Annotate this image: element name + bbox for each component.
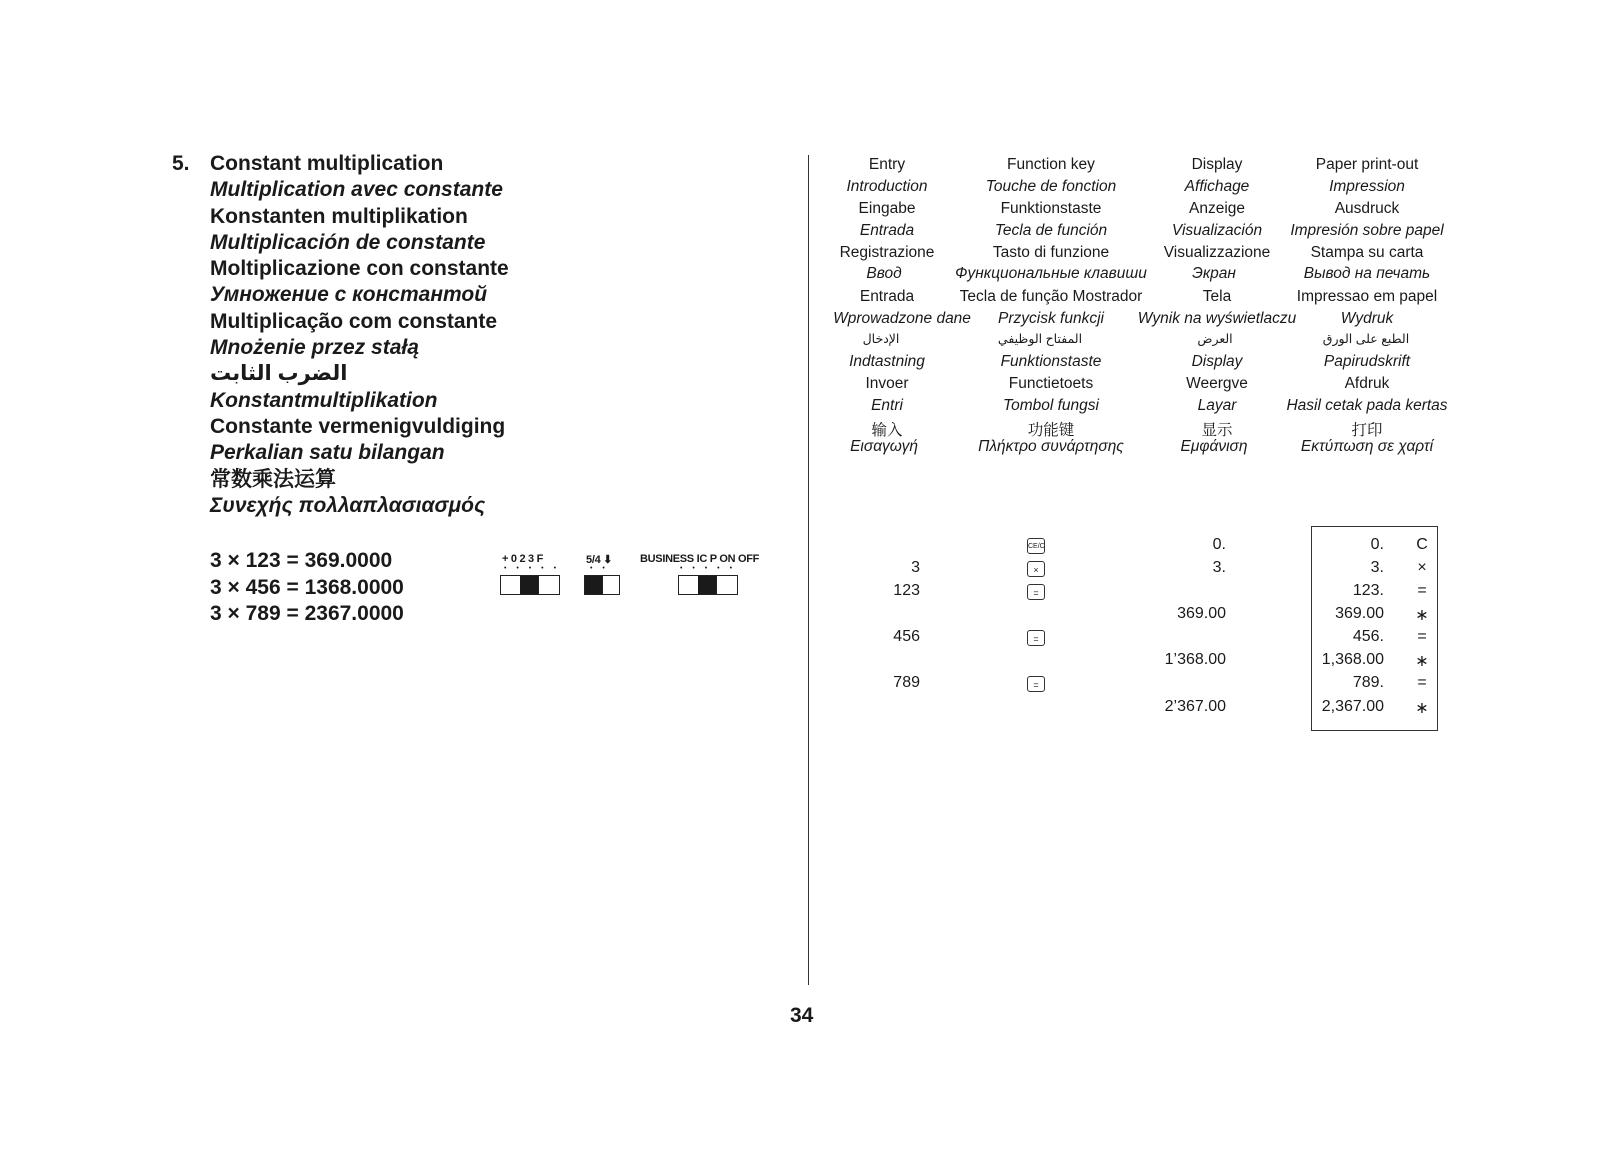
title-dutch: Constante vermenigvuldiging (210, 414, 506, 438)
title-arabic: الضرب الثابت (210, 362, 348, 386)
title-chinese: 常数乘法运算 (210, 467, 336, 491)
header-paper-printout: Вывод на печать (1303, 265, 1431, 282)
header-row (820, 438, 1460, 459)
header-display: Display (1191, 156, 1243, 173)
header-paper-printout: 打印 (1351, 422, 1383, 439)
title-indonesian: Perkalian satu bilangan (210, 441, 445, 465)
print-symbol: ∗ (1415, 700, 1429, 717)
print-symbol: ∗ (1415, 653, 1429, 670)
header-function-key: Функциональные клавиши (955, 265, 1147, 282)
equals-key-icon: = (1027, 584, 1045, 600)
print-value: 123. (1352, 582, 1384, 599)
print-symbol: × (1417, 559, 1427, 576)
mode-switch (640, 553, 760, 597)
title-greek: Συνεχής πολλαπλασιασμός (210, 493, 486, 517)
equation: 3 × 123 = 369.0000 (210, 549, 393, 572)
section-number: 5. (172, 152, 190, 175)
header-entry: Introduction (846, 178, 928, 195)
multiply-key-icon: × (1027, 561, 1045, 577)
header-function-key: Tombol fungsi (1003, 397, 1099, 414)
header-function-key: Function key (1007, 156, 1095, 173)
decimal-switch-label: + 0 2 3 F (502, 553, 544, 565)
print-value: 456. (1352, 628, 1384, 645)
header-entry: Eingabe (858, 200, 916, 217)
header-display: العرض (1197, 332, 1233, 346)
header-display: Экран (1192, 265, 1236, 282)
header-row (820, 310, 1460, 331)
print-symbol: ∗ (1415, 607, 1429, 624)
header-entry: Registrazione (839, 244, 935, 261)
header-function-key: 功能键 (1027, 422, 1075, 439)
display-value: 2’367.00 (1164, 698, 1226, 715)
header-entry: Entri (871, 397, 903, 414)
page-number: 34 (790, 1004, 814, 1027)
header-function-key: Tecla de função Mostrador (959, 288, 1143, 305)
header-row (820, 200, 1460, 221)
header-row (820, 156, 1460, 177)
header-entry: Invoer (865, 375, 909, 392)
table-row (820, 536, 1440, 558)
header-entry: 输入 (871, 422, 903, 439)
header-function-key: Tecla de función (994, 222, 1108, 239)
header-row (820, 222, 1460, 243)
header-paper-printout: Ausdruck (1334, 200, 1400, 217)
table-row (820, 651, 1440, 673)
print-value: 2,367.00 (1321, 698, 1384, 715)
equals-key-icon: = (1027, 630, 1045, 646)
header-function-key: Funktionstaste (1000, 200, 1102, 217)
title-danish: Konstantmultiplikation (210, 388, 438, 412)
header-row (820, 244, 1460, 265)
header-display: Display (1191, 353, 1243, 370)
header-function-key: Πλήκτρο συνάρτησης (978, 438, 1124, 455)
print-value: 0. (1370, 536, 1384, 553)
display-value: 369.00 (1177, 605, 1226, 622)
header-display: Weergve (1186, 375, 1248, 392)
header-display: Wynik na wyświetlaczu (1137, 310, 1297, 327)
header-function-key: المفتاح الوظيفي (997, 332, 1083, 346)
header-row (820, 397, 1460, 418)
header-paper-printout: Impressao em papel (1296, 288, 1438, 305)
ce-c-key-icon: CE/C (1027, 538, 1045, 554)
header-paper-printout: Hasil cetak pada kertas (1286, 397, 1448, 414)
section-titles (210, 152, 509, 520)
table-row (820, 605, 1440, 627)
header-paper-printout: Paper print-out (1315, 156, 1419, 173)
header-row (820, 265, 1460, 286)
decimal-switch-slider (500, 575, 560, 595)
header-row (820, 418, 1460, 439)
header-entry: Wprowadzone dane (833, 310, 971, 327)
title-polish: Mnożenie przez stałą (210, 336, 419, 360)
entry-value: 3 (911, 559, 920, 576)
header-paper-printout: Εκτύπωση σε χαρτί (1300, 438, 1434, 455)
header-entry: Entrada (859, 288, 915, 305)
column-divider (808, 155, 809, 985)
equation: 3 × 789 = 2367.0000 (210, 602, 404, 625)
header-row (820, 178, 1460, 199)
title-russian: Умножение с константой (210, 283, 488, 307)
header-entry: الإدخال (862, 332, 900, 346)
entry-value: 456 (893, 628, 920, 645)
table-row (820, 559, 1440, 581)
header-display: Εμφάνιση (1180, 438, 1248, 455)
print-symbol: = (1417, 674, 1427, 691)
header-row (820, 353, 1460, 374)
equals-key-icon: = (1027, 676, 1045, 692)
print-value: 1,368.00 (1321, 651, 1384, 668)
mode-switch-dots: • • • • • (680, 565, 737, 572)
header-row (820, 331, 1460, 352)
header-entry: Entry (868, 156, 906, 173)
title-italian: Moltiplicazione con constante (210, 257, 509, 281)
header-entry: Ввод (866, 265, 902, 282)
example-equations (210, 549, 404, 629)
header-function-key: Functietoets (1008, 375, 1094, 392)
rounding-switch-dots: • • (590, 565, 609, 572)
header-paper-printout: Impression (1329, 178, 1405, 195)
print-symbol: = (1417, 628, 1427, 645)
rounding-switch-slider (584, 575, 620, 595)
header-display: 显示 (1201, 422, 1233, 439)
print-value: 3. (1370, 559, 1384, 576)
table-row (820, 582, 1440, 604)
entry-value: 789 (893, 674, 920, 691)
header-display: Visualizzazione (1163, 244, 1271, 261)
header-function-key: Przycisk funkcji (998, 310, 1104, 327)
title-french: Multiplication avec constante (210, 178, 503, 202)
mode-switch-slider (678, 575, 738, 595)
print-value: 789. (1352, 674, 1384, 691)
table-row (820, 674, 1440, 696)
header-paper-printout: الطبع على الورق (1322, 332, 1410, 346)
title-portuguese: Multiplicação com constante (210, 309, 498, 333)
header-display: Visualización (1171, 222, 1263, 239)
header-paper-printout: Stampa su carta (1310, 244, 1424, 261)
title-spanish: Multiplicación de constante (210, 230, 486, 254)
header-function-key: Touche de fonction (985, 178, 1117, 195)
header-paper-printout: Wydruk (1340, 310, 1394, 327)
decimal-switch (500, 553, 564, 597)
rounding-switch (584, 553, 624, 597)
entry-value: 123 (893, 582, 920, 599)
header-paper-printout: Papirudskrift (1323, 353, 1411, 370)
header-paper-printout: Impresión sobre papel (1290, 222, 1444, 239)
header-entry: Εισαγωγή (850, 438, 918, 455)
decimal-switch-dots: • • • • • (504, 565, 561, 572)
header-row (820, 288, 1460, 309)
header-display: Anzeige (1188, 200, 1246, 217)
header-display: Affichage (1184, 178, 1250, 195)
display-value: 0. (1212, 536, 1226, 553)
equation: 3 × 456 = 1368.0000 (210, 575, 404, 599)
table-row (820, 698, 1440, 720)
mode-switch-label: BUSINESS IC P ON OFF (640, 553, 760, 565)
print-symbol: = (1417, 582, 1427, 599)
header-row (820, 375, 1460, 396)
rounding-switch-label: 5/4 ⬇ (586, 554, 613, 566)
table-row (820, 628, 1440, 650)
display-value: 3. (1212, 559, 1226, 576)
header-display: Tela (1202, 288, 1232, 305)
display-value: 1’368.00 (1164, 651, 1226, 668)
header-paper-printout: Afdruk (1344, 375, 1390, 392)
title-german: Konstanten multiplikation (210, 204, 468, 228)
header-function-key: Funktionstaste (1000, 353, 1102, 370)
header-function-key: Tasto di funzione (992, 244, 1110, 261)
title-english: Constant multiplication (210, 152, 444, 175)
print-symbol: C (1416, 536, 1428, 553)
print-value: 369.00 (1335, 605, 1384, 622)
header-display: Layar (1197, 397, 1237, 414)
header-entry: Entrada (859, 222, 915, 239)
header-entry: Indtastning (849, 353, 925, 370)
